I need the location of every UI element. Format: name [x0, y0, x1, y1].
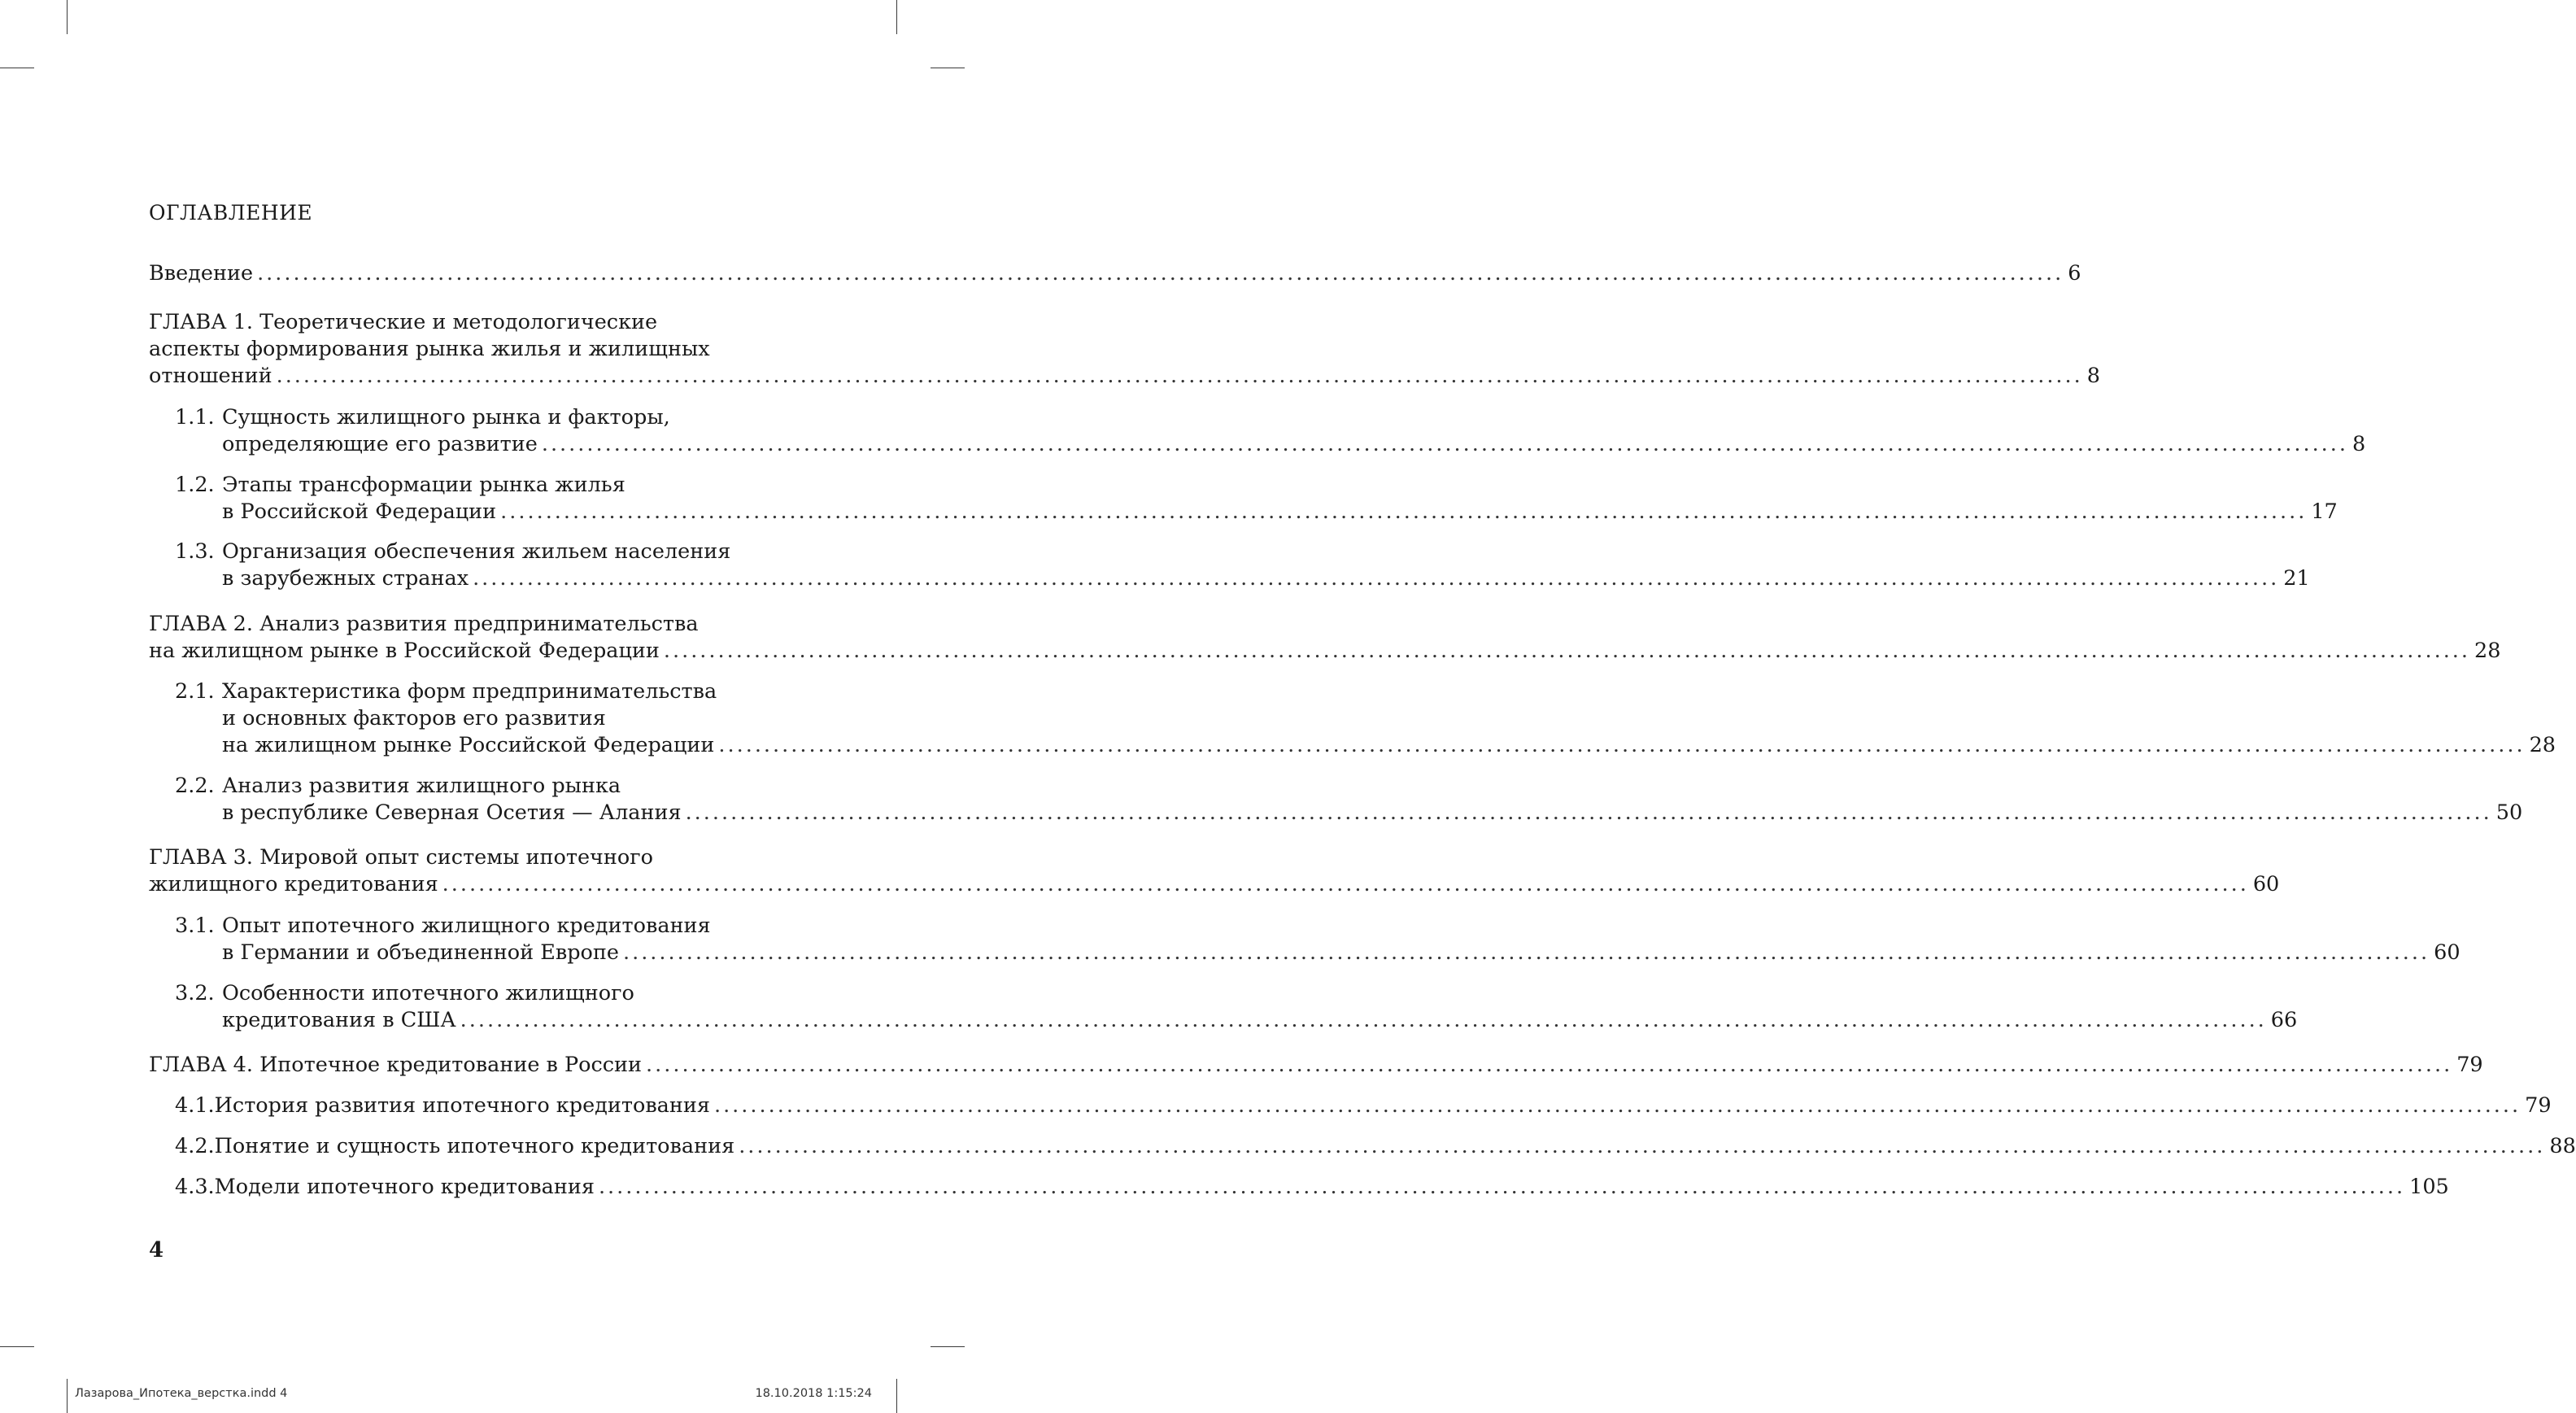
- toc-page-number: 21: [2283, 566, 2310, 591]
- page-title: ОГЛАВЛЕНИЕ: [149, 201, 313, 225]
- toc-entry-last-line: [175, 499, 2338, 526]
- toc-entry[interactable]: [175, 404, 2366, 458]
- toc-entry-line: [175, 678, 783, 705]
- toc-section-number: 3.2.: [175, 981, 215, 1005]
- toc-entry-text: на жилищном рынке в Российской Федерации: [149, 639, 660, 663]
- toc-page-number: 8: [2086, 364, 2100, 388]
- slug-date: 18.10.2018 1:15:24: [755, 1387, 872, 1400]
- toc-entry[interactable]: [175, 980, 2298, 1034]
- toc-entry-last-line: [149, 260, 2081, 287]
- toc-entry-line: ГЛАВА 3. Мировой опыт системы ипотечного: [149, 845, 653, 870]
- toc-entry-text: Организация обеспечения жильем населения: [222, 539, 731, 564]
- toc-page-number: 50: [2495, 800, 2523, 825]
- toc-entry-last-line: [175, 565, 2310, 592]
- toc-section-number: 4.3.: [175, 1175, 215, 1199]
- toc-entry-last-line: [149, 638, 2501, 665]
- toc-entry[interactable]: [149, 844, 2280, 898]
- toc-entry-line: [175, 404, 783, 431]
- toc-entry[interactable]: [175, 1133, 2576, 1160]
- dot-leader: ........................................................................................................................................................................................................: [713, 1093, 2522, 1118]
- toc-entry-text: Введение: [149, 261, 254, 286]
- toc-entry-text: кредитования в США: [222, 1008, 456, 1032]
- toc-entry[interactable]: [149, 1052, 2483, 1079]
- toc-entry-text: определяющие его развитие: [222, 432, 538, 456]
- toc-entry-text: в республике Северная Осетия — Алания: [222, 800, 682, 825]
- dot-leader: ........................................................................................................................................................................................................: [685, 800, 2492, 825]
- toc-entry[interactable]: [175, 913, 2460, 966]
- toc-entry-line: ГЛАВА 2. Анализ развития предпринимательства: [149, 612, 699, 636]
- toc-entry-line: [175, 472, 783, 499]
- crop-mark: [896, 0, 897, 34]
- toc-section-number: 1.2.: [175, 473, 215, 497]
- toc-entry-text: в зарубежных странах: [222, 566, 469, 591]
- dot-leader: ........................................................................................................................................................................................................: [460, 1008, 2267, 1032]
- toc-entry-last-line: [175, 431, 2366, 458]
- dot-leader: ........................................................................................................................................................................................................: [646, 1053, 2453, 1077]
- toc-page-number: 60: [2434, 940, 2460, 965]
- toc-entry[interactable]: [175, 678, 2556, 759]
- toc-entry-last-line: [175, 732, 2556, 759]
- toc-entry[interactable]: [149, 260, 2081, 287]
- toc-entry-last-line: [175, 1133, 2576, 1160]
- dot-leader: ........................................................................................................................................................................................................: [257, 261, 2064, 286]
- crop-mark: [931, 1346, 965, 1347]
- toc-entry-last-line: [175, 800, 2523, 826]
- toc-page-number: 79: [2456, 1053, 2483, 1077]
- toc-entry[interactable]: [149, 611, 2501, 665]
- toc-page-number: 28: [2474, 639, 2501, 663]
- toc-entry-last-line: [175, 1092, 2552, 1119]
- toc-page-number: 8: [2352, 432, 2366, 456]
- toc-entry[interactable]: [175, 773, 2523, 826]
- toc-entry-text: в Германии и объединенной Европе: [222, 940, 619, 965]
- toc-page-number: 88: [2549, 1134, 2576, 1158]
- toc-entry-last-line: [175, 1174, 2449, 1201]
- crop-mark: [0, 1346, 34, 1347]
- toc-entry-text: ГЛАВА 4. Ипотечное кредитование в России: [149, 1053, 643, 1077]
- toc-entry[interactable]: [175, 1174, 2449, 1201]
- toc-entry[interactable]: [175, 472, 2338, 526]
- toc-entry-text: Понятие и сущность ипотечного кредитования: [214, 1134, 735, 1158]
- dot-leader: ........................................................................................................................................................................................................: [598, 1175, 2406, 1199]
- toc-section-number: 4.1.: [175, 1093, 215, 1118]
- toc-page-number: 6: [2068, 261, 2081, 286]
- toc-page-number: 60: [2252, 872, 2280, 896]
- toc-entry-last-line: [149, 1052, 2483, 1079]
- crop-mark: [67, 1379, 68, 1413]
- toc-entry[interactable]: [175, 1092, 2552, 1119]
- dot-leader: ........................................................................................................................................................................................................: [473, 566, 2280, 591]
- toc-entry-text: Характеристика форм предпринимательства: [222, 679, 717, 704]
- toc-entry-text: жилищного кредитования: [149, 872, 438, 896]
- dot-leader: ........................................................................................................................................................................................................: [663, 639, 2471, 663]
- dot-leader: ........................................................................................................................................................................................................: [622, 940, 2430, 965]
- toc-page-number: 105: [2409, 1175, 2449, 1199]
- toc-section-number: 2.1.: [175, 679, 215, 704]
- toc-entry[interactable]: [175, 539, 2310, 592]
- toc-entry-line: [175, 773, 783, 800]
- toc-entry-text: Особенности ипотечного жилищного: [222, 981, 634, 1005]
- toc-section-number: 1.3.: [175, 539, 215, 564]
- toc-page-number: 28: [2529, 733, 2556, 757]
- toc-entry-text: История развития ипотечного кредитования: [214, 1093, 710, 1118]
- toc-entry-text: Модели ипотечного кредитования: [214, 1175, 595, 1199]
- crop-mark: [67, 0, 68, 34]
- toc-entry-text: Опыт ипотечного жилищного кредитования: [222, 914, 711, 938]
- toc-entry[interactable]: [149, 309, 2100, 390]
- dot-leader: ........................................................................................................................................................................................................: [442, 872, 2249, 896]
- toc-entry-text: в Российской Федерации: [222, 499, 497, 524]
- toc-entry-text: Сущность жилищного рынка и факторы,: [222, 405, 670, 430]
- toc-page-number: 79: [2525, 1093, 2552, 1118]
- toc-entry-line: аспекты формирования рынка жилья и жилищных: [149, 337, 710, 361]
- toc-entry-text: Анализ развития жилищного рынка: [222, 774, 621, 798]
- toc-entry-text: на жилищном рынке Российской Федерации: [222, 733, 715, 757]
- toc-entry-last-line: [175, 1007, 2298, 1034]
- toc-entry-line: [175, 539, 783, 565]
- toc-section-number: 2.2.: [175, 774, 215, 798]
- toc-section-number: 3.1.: [175, 914, 215, 938]
- toc-entry-text: Этапы трансформации рынка жилья: [222, 473, 625, 497]
- toc-entry-line: и основных факторов его развития: [222, 706, 606, 730]
- toc-page-number: 66: [2270, 1008, 2298, 1032]
- toc-entry-line: [175, 980, 783, 1007]
- dot-leader: ........................................................................................................................................................................................................: [500, 499, 2308, 524]
- dot-leader: ........................................................................................................................................................................................................: [276, 364, 2083, 388]
- toc-section-number: 4.2.: [175, 1134, 215, 1158]
- page-number: 4: [149, 1238, 164, 1263]
- crop-mark: [896, 1379, 897, 1413]
- toc-entry-text: отношений: [149, 364, 272, 388]
- toc-entry-last-line: [149, 871, 2280, 898]
- dot-leader: ........................................................................................................................................................................................................: [718, 733, 2526, 757]
- toc-section-number: 1.1.: [175, 405, 215, 430]
- slug-filename: Лазарова_Ипотека_верстка.indd 4: [75, 1387, 288, 1400]
- dot-leader: ........................................................................................................................................................................................................: [739, 1134, 2546, 1158]
- toc-entry-last-line: [149, 363, 2100, 390]
- dot-leader: ........................................................................................................................................................................................................: [541, 432, 2348, 456]
- toc-entry-line: [175, 913, 783, 940]
- toc-page-number: 17: [2311, 499, 2338, 524]
- toc-entry-line: ГЛАВА 1. Теоретические и методологические: [149, 310, 658, 334]
- toc-entry-last-line: [175, 940, 2460, 966]
